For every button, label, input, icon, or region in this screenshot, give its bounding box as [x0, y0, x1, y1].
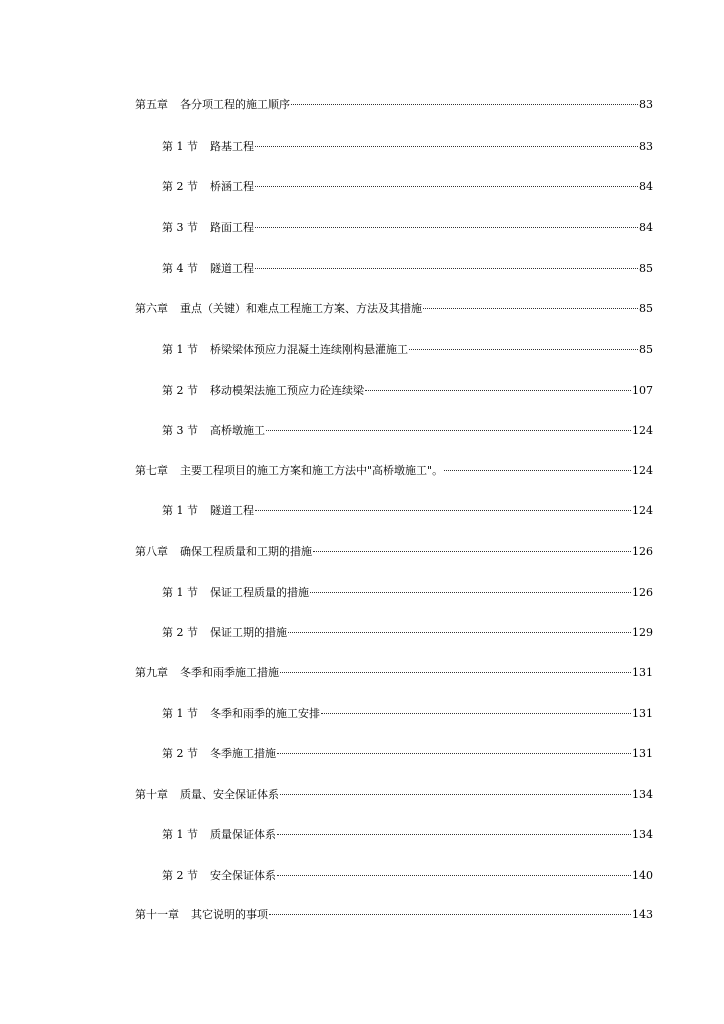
toc-title: 冬季施工措施 — [210, 747, 276, 760]
toc-page-number: 124 — [632, 504, 653, 517]
dot-leader — [277, 753, 631, 754]
dot-leader — [321, 713, 631, 714]
toc-title: 其它说明的事项 — [191, 908, 268, 921]
toc-title: 隧道工程 — [210, 504, 254, 517]
toc-page-number: 134 — [632, 788, 653, 801]
dot-leader — [255, 510, 631, 511]
toc-page-number: 126 — [632, 586, 653, 599]
toc-page-number: 83 — [639, 140, 653, 153]
toc-number: 第 3 节 — [162, 221, 198, 234]
toc-title: 路面工程 — [210, 221, 254, 234]
toc-title: 冬季和雨季施工措施 — [180, 666, 279, 679]
toc-section[interactable] — [162, 221, 653, 235]
dot-leader — [269, 914, 631, 915]
toc-number: 第 2 节 — [162, 626, 198, 639]
toc-number: 第 3 节 — [162, 424, 198, 437]
toc-title: 质量保证体系 — [210, 828, 276, 841]
toc-page-number: 84 — [639, 180, 653, 193]
toc-title: 质量、安全保证体系 — [180, 788, 279, 801]
toc-title: 桥涵工程 — [210, 180, 254, 193]
toc-section[interactable] — [162, 828, 653, 842]
toc-section[interactable] — [162, 180, 653, 194]
toc-number: 第九章 — [135, 666, 168, 679]
toc-number: 第 1 节 — [162, 343, 198, 356]
toc-chapter-8[interactable] — [135, 545, 653, 559]
dot-leader — [266, 430, 631, 431]
toc-chapter-11[interactable] — [135, 908, 653, 922]
dot-leader — [444, 470, 631, 471]
toc-number: 第 1 节 — [162, 504, 198, 517]
toc-title: 隧道工程 — [210, 262, 254, 275]
toc-section[interactable] — [162, 747, 653, 761]
toc-section[interactable] — [162, 504, 653, 518]
toc-page-number: 131 — [632, 666, 653, 679]
dot-leader — [255, 268, 638, 269]
toc-title: 重点（关键）和难点工程施工方案、方法及其措施 — [180, 302, 422, 315]
toc-number: 第十章 — [135, 788, 168, 801]
toc-page-number: 143 — [632, 908, 653, 921]
dot-leader — [365, 390, 631, 391]
toc-page-number: 85 — [639, 302, 653, 315]
toc-title: 保证工期的措施 — [210, 626, 287, 639]
dot-leader — [280, 672, 631, 673]
toc-number: 第 2 节 — [162, 180, 198, 193]
dot-leader — [423, 308, 638, 309]
dot-leader — [255, 186, 638, 187]
toc-page-number: 84 — [639, 221, 653, 234]
toc-number: 第 2 节 — [162, 747, 198, 760]
toc-page-number: 83 — [639, 98, 653, 111]
toc-number: 第七章 — [135, 464, 168, 477]
toc-title: 高桥墩施工 — [210, 424, 265, 437]
toc-number: 第 4 节 — [162, 262, 198, 275]
toc-page-number: 131 — [632, 747, 653, 760]
toc-page-number: 85 — [639, 343, 653, 356]
toc-title: 确保工程质量和工期的措施 — [180, 545, 312, 558]
toc-title: 移动模架法施工预应力砼连续梁 — [210, 384, 364, 397]
dot-leader — [280, 794, 631, 795]
toc-title: 安全保证体系 — [210, 869, 276, 882]
toc-chapter-9[interactable] — [135, 666, 653, 680]
toc-number: 第 1 节 — [162, 140, 198, 153]
dot-leader — [255, 227, 638, 228]
toc-chapter-10[interactable] — [135, 788, 653, 802]
dot-leader — [288, 632, 631, 633]
toc-page-number: 129 — [632, 626, 653, 639]
dot-leader — [409, 349, 638, 350]
toc-number: 第 2 节 — [162, 869, 198, 882]
toc-title: 路基工程 — [210, 140, 254, 153]
toc-page-number: 126 — [632, 545, 653, 558]
toc-page-number: 124 — [632, 424, 653, 437]
toc-title: 桥梁梁体预应力混凝土连续刚构悬灌施工 — [210, 343, 408, 356]
toc-chapter-5[interactable] — [135, 98, 653, 112]
dot-leader — [313, 551, 631, 552]
toc-chapter-6[interactable] — [135, 302, 653, 316]
toc-page-number: 107 — [632, 384, 653, 397]
toc-number: 第十一章 — [135, 908, 179, 921]
toc-section[interactable] — [162, 424, 653, 438]
toc-page-number: 85 — [639, 262, 653, 275]
toc-page-number: 134 — [632, 828, 653, 841]
toc-section[interactable] — [162, 384, 653, 398]
toc-number: 第 1 节 — [162, 586, 198, 599]
toc-number: 第 2 节 — [162, 384, 198, 397]
toc-number: 第 1 节 — [162, 828, 198, 841]
toc-section[interactable] — [162, 626, 653, 640]
dot-leader — [277, 875, 631, 876]
toc-section[interactable] — [162, 707, 653, 721]
toc-number: 第六章 — [135, 302, 168, 315]
toc-title: 冬季和雨季的施工安排 — [210, 707, 320, 720]
dot-leader — [310, 592, 631, 593]
toc-section[interactable] — [162, 140, 653, 154]
dot-leader — [277, 834, 631, 835]
toc-number: 第五章 — [135, 98, 168, 111]
toc-chapter-7[interactable] — [135, 464, 653, 478]
toc-page-number: 140 — [632, 869, 653, 882]
toc-section[interactable] — [162, 586, 653, 600]
toc-number: 第 1 节 — [162, 707, 198, 720]
dot-leader — [291, 104, 638, 105]
toc-title: 保证工程质量的措施 — [210, 586, 309, 599]
toc-section[interactable] — [162, 262, 653, 276]
toc-page-number: 131 — [632, 707, 653, 720]
toc-page-number: 124 — [632, 464, 653, 477]
dot-leader — [255, 146, 638, 147]
toc-title: 各分项工程的施工顺序 — [180, 98, 290, 111]
toc-section[interactable] — [162, 343, 653, 357]
toc-section[interactable] — [162, 869, 653, 883]
toc-title: 主要工程项目的施工方案和施工方法中"高桥墩施工"。 — [180, 464, 444, 477]
toc-number: 第八章 — [135, 545, 168, 558]
